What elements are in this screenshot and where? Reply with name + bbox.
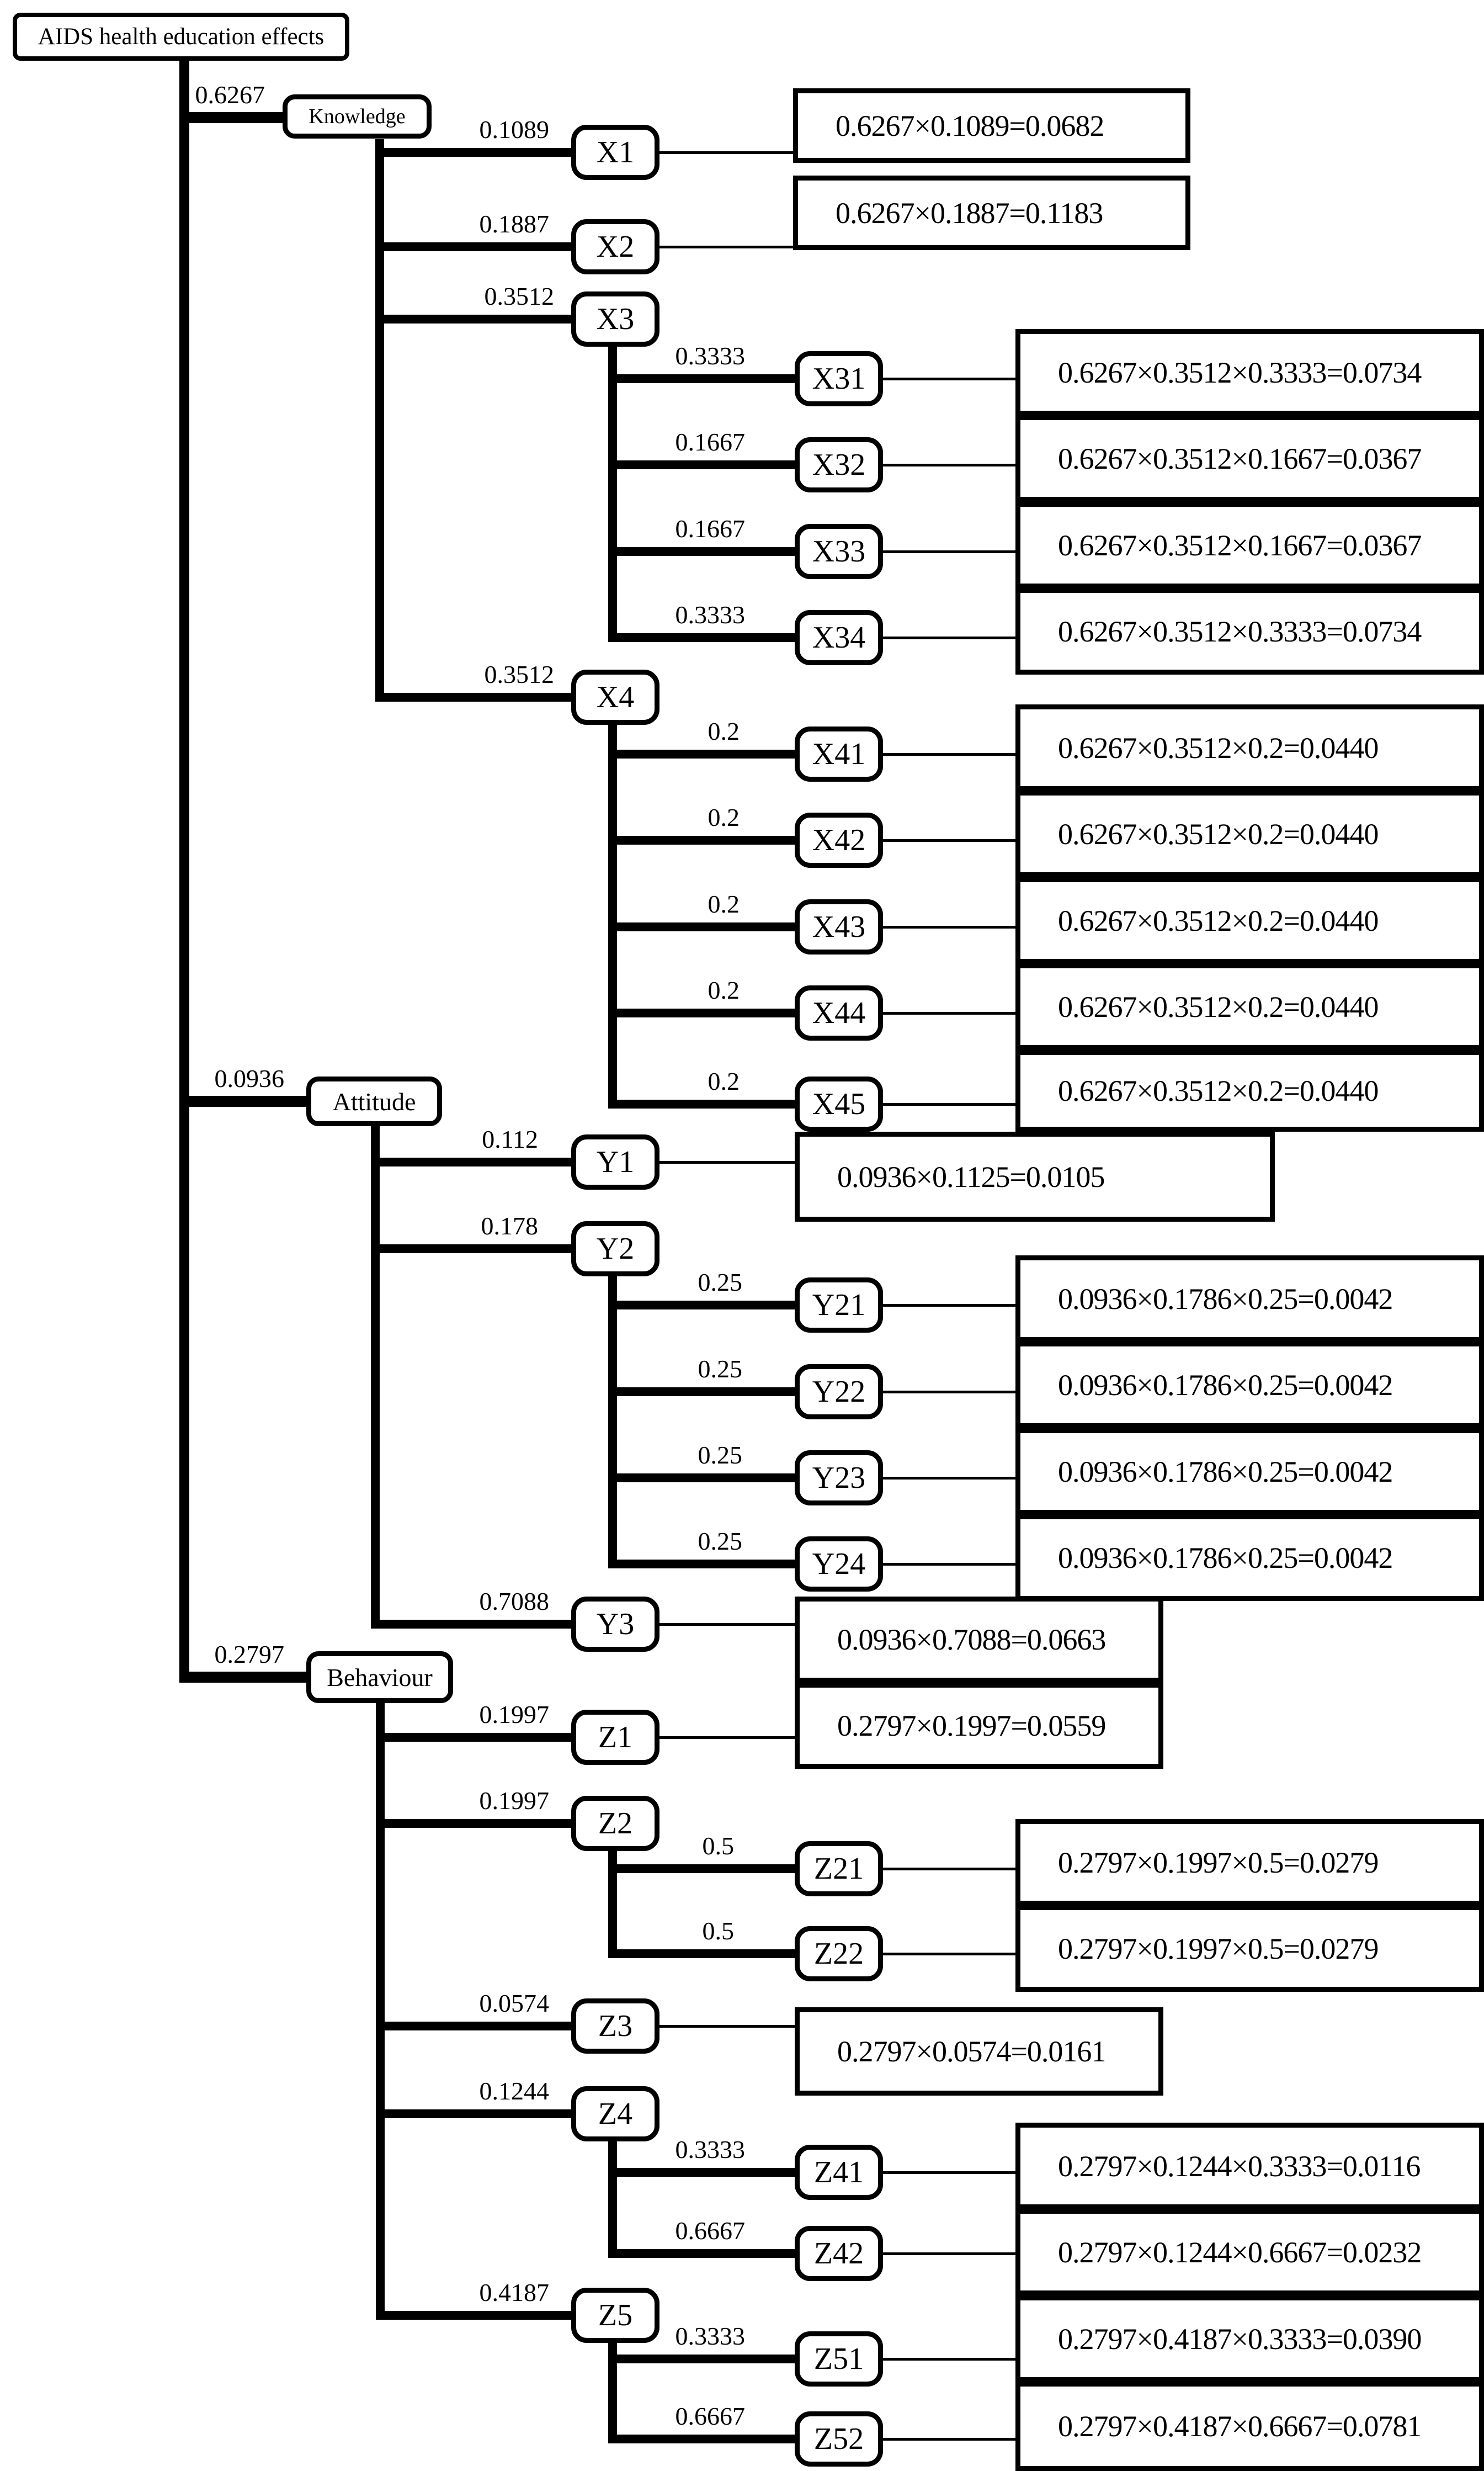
node-box-X44: X44: [795, 985, 883, 1041]
node-box-X32: X32: [795, 437, 883, 492]
node-box-X3: X3: [571, 291, 659, 347]
formula-box-Z41: 0.2797×0.1244×0.3333=0.0116: [1015, 2123, 1484, 2209]
formula-box-Z51: 0.2797×0.4187×0.3333=0.0390: [1015, 2295, 1484, 2382]
connector-X2: [659, 246, 793, 248]
connector-Z51: [883, 2358, 1015, 2361]
formula-box-Z52: 0.2797×0.4187×0.6667=0.0781: [1015, 2382, 1484, 2471]
node-box-Y23: Y23: [795, 1450, 883, 1505]
edge-X2: [375, 242, 571, 251]
connector-X33: [883, 550, 1015, 553]
formula-box-X32: 0.6267×0.3512×0.1667=0.0367: [1015, 415, 1484, 502]
trunk-X3: [608, 347, 617, 642]
branch-node-Behaviour: Behaviour: [306, 1651, 453, 1703]
formula-box-X2: 0.6267×0.1887=0.1183: [793, 176, 1190, 250]
edge-Z41: [608, 2168, 795, 2177]
weight-label-Z4: 0.1244: [479, 2077, 549, 2105]
formula-box-X1: 0.6267×0.1089=0.0682: [793, 88, 1190, 163]
edge-Z2: [376, 1819, 571, 1828]
node-box-Z5: Z5: [571, 2288, 659, 2343]
connector-Z22: [883, 1953, 1015, 1955]
node-box-Z42: Z42: [795, 2226, 883, 2281]
connector-Z42: [883, 2252, 1015, 2255]
formula-box-X42: 0.6267×0.3512×0.2=0.0440: [1015, 791, 1484, 877]
connector-Z3: [659, 2025, 795, 2028]
edge-Z5: [376, 2311, 571, 2320]
connector-Z1: [659, 1736, 795, 1739]
edge-X45: [608, 1100, 795, 1109]
edge-Y22: [608, 1387, 795, 1396]
node-box-Y22: Y22: [795, 1364, 883, 1419]
branch-node-Attitude: Attitude: [306, 1077, 442, 1126]
edge-Y3: [371, 1620, 571, 1629]
weight-label-Z42: 0.6667: [675, 2217, 745, 2245]
connector-Y24: [883, 1563, 1015, 1566]
connector-Z52: [883, 2438, 1015, 2441]
edge-X32: [608, 460, 795, 469]
connector-X34: [883, 637, 1015, 639]
edge-Behaviour: [179, 1672, 306, 1683]
formula-box-Z42: 0.2797×0.1244×0.6667=0.0232: [1015, 2209, 1484, 2295]
weight-label-Z51: 0.3333: [675, 2322, 745, 2350]
node-box-Z52: Z52: [795, 2411, 883, 2467]
node-box-X31: X31: [795, 351, 883, 406]
node-box-X41: X41: [795, 727, 883, 782]
connector-X1: [659, 151, 793, 154]
connector-Y23: [883, 1477, 1015, 1480]
weight-label-X42: 0.2: [708, 803, 740, 831]
edge-Attitude: [179, 1096, 306, 1107]
node-box-Z41: Z41: [795, 2145, 883, 2200]
node-box-X2: X2: [571, 219, 659, 274]
weight-label-X4: 0.3512: [484, 660, 554, 688]
trunk-Behaviour: [376, 1703, 385, 2320]
connector-Y21: [883, 1304, 1015, 1307]
weight-label-Behaviour: 0.2797: [214, 1640, 284, 1668]
edge-X1: [375, 148, 571, 157]
connector-X45: [883, 1103, 1015, 1106]
edge-X44: [608, 1009, 795, 1017]
formula-box-X34: 0.6267×0.3512×0.3333=0.0734: [1015, 588, 1484, 675]
formula-box-Y1: 0.0936×0.1125=0.0105: [795, 1132, 1275, 1222]
edge-Y23: [608, 1473, 795, 1482]
weight-label-Knowledge: 0.6267: [195, 81, 265, 109]
connector-X44: [883, 1012, 1015, 1015]
formula-box-X41: 0.6267×0.3512×0.2=0.0440: [1015, 704, 1484, 791]
trunk-Y2: [608, 1276, 617, 1568]
node-box-X33: X33: [795, 524, 883, 579]
connector-Y3: [659, 1623, 795, 1626]
edge-X3: [375, 315, 571, 324]
branch-node-Knowledge: Knowledge: [283, 94, 432, 139]
weight-label-Z1: 0.1997: [479, 1700, 549, 1728]
weight-label-Y2: 0.178: [481, 1212, 538, 1240]
weight-label-Z5: 0.4187: [479, 2278, 549, 2306]
connector-X43: [883, 926, 1015, 929]
weight-label-Z2: 0.1997: [479, 1786, 549, 1815]
edge-X33: [608, 547, 795, 556]
formula-box-Z21: 0.2797×0.1997×0.5=0.0279: [1015, 1819, 1484, 1906]
weight-label-Z41: 0.3333: [675, 2135, 745, 2164]
node-box-Z21: Z21: [795, 1841, 883, 1896]
node-box-X45: X45: [795, 1077, 883, 1132]
connector-X31: [883, 378, 1015, 380]
weight-label-Z22: 0.5: [702, 1917, 734, 1945]
node-box-Z22: Z22: [795, 1926, 883, 1981]
weight-label-Y3: 0.7088: [479, 1587, 549, 1615]
node-box-Z4: Z4: [571, 2086, 659, 2141]
node-box-Z2: Z2: [571, 1796, 659, 1851]
edge-Z1: [376, 1733, 571, 1742]
formula-box-Y24: 0.0936×0.1786×0.25=0.0042: [1015, 1514, 1484, 1601]
weight-label-X2: 0.1887: [479, 210, 549, 238]
node-box-Z1: Z1: [571, 1710, 659, 1765]
edge-X4: [375, 693, 571, 702]
edge-Y24: [608, 1560, 795, 1568]
edge-Z22: [608, 1949, 795, 1958]
formula-box-Y23: 0.0936×0.1786×0.25=0.0042: [1015, 1428, 1484, 1515]
connector-Y22: [883, 1391, 1015, 1393]
weight-label-X32: 0.1667: [675, 428, 745, 456]
connector-Z21: [883, 1868, 1015, 1870]
node-box-Y2: Y2: [571, 1221, 659, 1276]
edge-Y21: [608, 1301, 795, 1309]
edge-X41: [608, 750, 795, 759]
edge-Knowledge: [179, 112, 283, 123]
weight-label-Attitude: 0.0936: [214, 1064, 284, 1093]
weight-label-Z3: 0.0574: [479, 1989, 549, 2017]
formula-box-X43: 0.6267×0.3512×0.2=0.0440: [1015, 877, 1484, 964]
connector-Y1: [659, 1161, 795, 1164]
formula-box-X31: 0.6267×0.3512×0.3333=0.0734: [1015, 329, 1484, 416]
trunk-Knowledge: [375, 139, 384, 702]
weight-label-X45: 0.2: [708, 1067, 740, 1095]
node-box-Y3: Y3: [571, 1597, 659, 1652]
weight-label-Y23: 0.25: [698, 1441, 742, 1469]
root-node: AIDS health education effects: [13, 13, 349, 61]
edge-Z3: [376, 2022, 571, 2030]
connector-X42: [883, 839, 1015, 842]
edge-Y1: [371, 1158, 571, 1166]
edge-Z21: [608, 1864, 795, 1873]
node-box-X4: X4: [571, 670, 659, 725]
formula-box-Z1: 0.2797×0.1997=0.0559: [795, 1683, 1163, 1769]
edge-X43: [608, 922, 795, 931]
node-box-X1: X1: [571, 125, 659, 180]
node-box-Z51: Z51: [795, 2331, 883, 2387]
weight-label-Y22: 0.25: [698, 1355, 742, 1383]
trunk-Attitude: [371, 1126, 380, 1629]
formula-box-X44: 0.6267×0.3512×0.2=0.0440: [1015, 963, 1484, 1050]
weight-label-X1: 0.1089: [479, 115, 549, 144]
root-trunk-line: [179, 60, 189, 1683]
weight-label-X33: 0.1667: [675, 515, 745, 543]
weight-label-X44: 0.2: [708, 976, 740, 1004]
node-box-Z3: Z3: [571, 1998, 659, 2054]
weight-label-X41: 0.2: [708, 717, 740, 745]
edge-Z4: [376, 2109, 571, 2118]
edge-X34: [608, 633, 795, 642]
node-box-X42: X42: [795, 813, 883, 868]
weight-label-Y24: 0.25: [698, 1527, 742, 1555]
node-box-X34: X34: [795, 610, 883, 665]
node-box-X43: X43: [795, 899, 883, 955]
weight-label-Z52: 0.6667: [675, 2402, 745, 2430]
formula-box-Y22: 0.0936×0.1786×0.25=0.0042: [1015, 1341, 1484, 1428]
edge-X31: [608, 374, 795, 383]
weight-label-X34: 0.3333: [675, 601, 745, 629]
weight-label-X31: 0.3333: [675, 342, 745, 370]
edge-Z51: [608, 2355, 795, 2363]
formula-box-Z22: 0.2797×0.1997×0.5=0.0279: [1015, 1905, 1484, 1992]
node-box-Y24: Y24: [795, 1536, 883, 1592]
weight-label-X43: 0.2: [708, 890, 740, 918]
formula-box-Y3: 0.0936×0.7088=0.0663: [795, 1597, 1163, 1683]
connector-Z41: [883, 2171, 1015, 2174]
formula-box-Z3: 0.2797×0.0574=0.0161: [795, 2007, 1163, 2096]
weight-label-Y21: 0.25: [698, 1268, 742, 1296]
edge-X42: [608, 836, 795, 845]
weight-label-X3: 0.3512: [484, 282, 554, 310]
edge-Z42: [608, 2249, 795, 2258]
formula-box-Y21: 0.0936×0.1786×0.25=0.0042: [1015, 1255, 1484, 1342]
node-box-Y1: Y1: [571, 1134, 659, 1190]
weight-label-Y1: 0.112: [482, 1125, 538, 1153]
node-box-Y21: Y21: [795, 1277, 883, 1333]
formula-box-X33: 0.6267×0.3512×0.1667=0.0367: [1015, 502, 1484, 588]
edge-Z52: [608, 2435, 795, 2443]
connector-X41: [883, 753, 1015, 756]
formula-box-X45: 0.6267×0.3512×0.2=0.0440: [1015, 1050, 1484, 1132]
edge-Y2: [371, 1244, 571, 1253]
connector-X32: [883, 464, 1015, 466]
weight-label-Z21: 0.5: [702, 1832, 734, 1860]
